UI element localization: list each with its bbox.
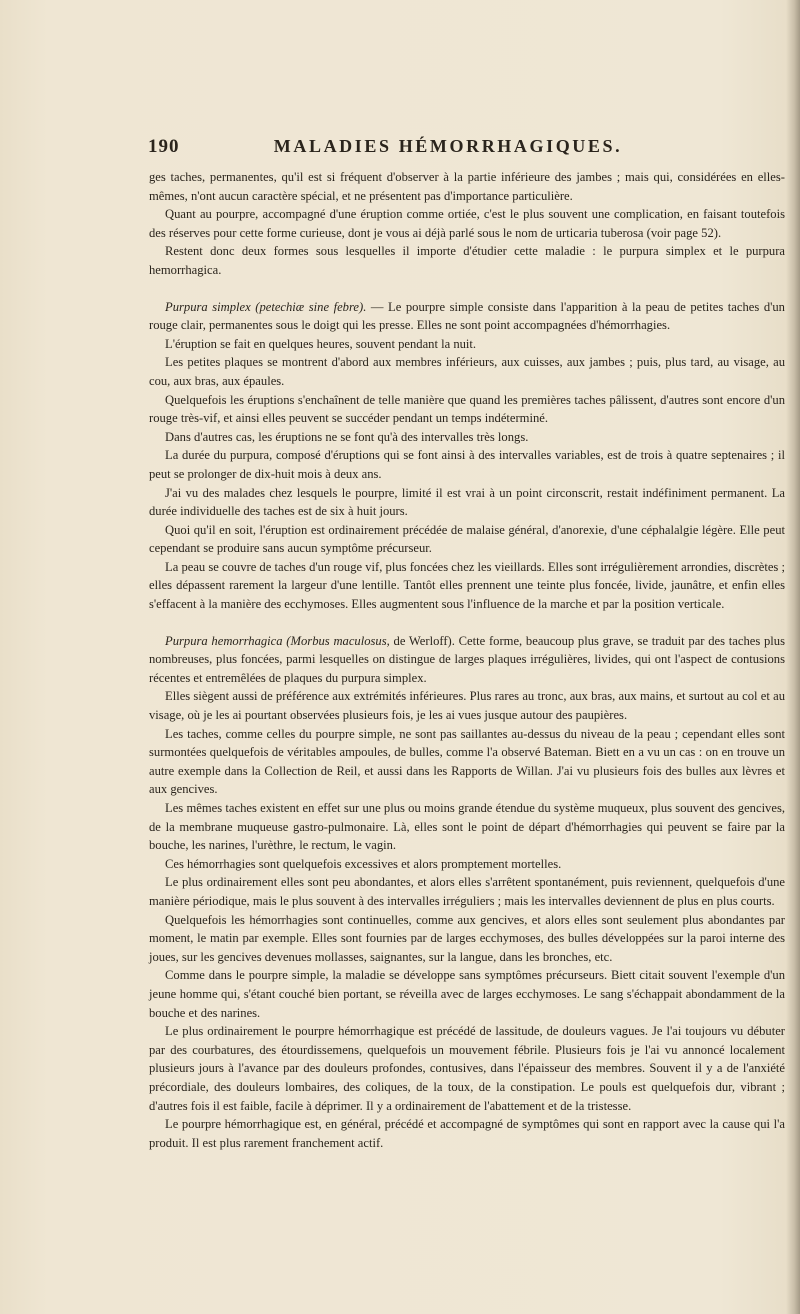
paragraph: Quelquefois les éruptions s'enchaînent de telle manière que quand les premières taches pâlissent, d'autres sont encore d'un rouge très-vif, et ainsi elles peuvent se succéder pendant un temps indéterminé. xyxy=(149,392,785,426)
paragraph: Ces hémorrhagies sont quelquefois excessives et alors promptement mortelles. xyxy=(165,856,562,871)
page-number: 190 xyxy=(148,136,180,157)
paragraph: Le plus ordinairement elles sont peu abondantes, et alors elles s'arrêtent spontanément, puis reviennent, quelquefois d'une manière périodique, mais le plus souvent à des intervalles irréguliers ; mais les intervalles deviennent de plus en plus courts. xyxy=(149,875,785,908)
paragraph: La peau se couvre de taches d'un rouge vif, plus foncées chez les vieillards. Elles sont irrégulièrement arrondies, discrètes ; elles dépassent rarement la largeur d'une lentille. Tantôt elles prennent une teinte plus foncée, livide, jaunâtre, et enfin elles s'effacent à la manière des ecchymoses. Elles augmentent sous l'influence de la marche et par la position verticale. xyxy=(149,559,785,612)
body-text xyxy=(149,168,785,1152)
paragraph: Les taches, comme celles du pourpre simple, ne sont pas saillantes au-dessus du niveau de la peau ; cependant elles sont surmontées quelquefois de véritables ampoules, de bulles, comme l'a observé Bateman. Biett en a vu un cas : on en trouve un autre exemple dans la Collection de Reil, et aussi dans les Rapports de Willan. J'ai vu plusieurs fois des bulles aux lèvres et aux gencives. xyxy=(149,726,785,797)
paragraph: Le pourpre hémorrhagique est, en général, précédé et accompagné de symptômes qui sont en rapport avec la cause qui l'a produit. Il est plus rarement franchement actif. xyxy=(149,1117,785,1150)
section-lead: Purpura hemorrhagica (Morbus maculosus, xyxy=(165,633,390,648)
paragraph: Restent donc deux formes sous lesquelles il importe d'étudier cette maladie : le purpura simplex et le purpura hemorrhagica. xyxy=(149,244,785,277)
paragraph: Comme dans le pourpre simple, la maladie se développe sans symptômes précurseurs. Biett citait souvent l'exemple d'un jeune homme qui, s'étant couché bien portant, se réveilla avec de larges ecchymoses. Le sang s'échappait abondamment de la bouche et des narines. xyxy=(149,968,785,1020)
page-edge-shadow xyxy=(786,0,800,1314)
paragraph: Les petites plaques se montrent d'abord aux membres inférieurs, aux cuisses, aux jambes ; puis, plus tard, au visage, au cou, aux bras, aux épaules. xyxy=(149,355,785,388)
paragraph: Quant au pourpre, accompagné d'une éruption comme ortiée, c'est le plus souvent une complication, en faisant toutefois des réserves pour cette forme curieuse, dont je vous ai déjà parlé sous le nom de urticaria tuberosa (voir page 52). xyxy=(149,207,785,240)
paragraph: J'ai vu des malades chez lesquels le pourpre, limité il est vrai à un point circonscrit, restait indéfiniment permanent. La durée individuelle des taches est de six à huit jours. xyxy=(149,485,785,519)
paragraph: ges taches, permanentes, qu'il est si fréquent d'observer à la partie inférieure des jambes ; mais qui, considérées en elles-mêmes, n'ont aucun caractère spécial, et ne présentent pas d'importance particulière. xyxy=(149,170,785,203)
paragraph: Quelquefois les hémorrhagies sont continuelles, comme aux gencives, et alors elles sont seulement plus abondantes par moment, le matin par exemple. Elles sont fournies par de larges ecchymoses, des bulles développées sur la paroi interne des joues, sur les gencives devenues mollasses, saignantes, sur la langue, dans les bronches, etc. xyxy=(149,912,785,964)
running-title: MALADIES HÉMORRHAGIQUES. xyxy=(273,136,623,156)
paragraph: Quoi qu'il en soit, l'éruption est ordinairement précédée de malaise général, d'anorexie, d'une céphalalgie légère. Elle peut cependant se produire sans aucun symptôme précurseur. xyxy=(149,522,785,556)
paragraph: L'éruption se fait en quelques heures, souvent pendant la nuit. xyxy=(165,336,477,351)
page-header xyxy=(148,136,788,164)
paragraph: Elles siègent aussi de préférence aux extrémités inférieures. Plus rares au tronc, aux bras, aux mains, et surtout au col et au visage, où je les ai pourtant observées plusieurs fois, je les ai vues jusque autour des paupières. xyxy=(149,689,785,723)
paragraph: Purpura hemorrhagica (Morbus maculosus, de Werloff). Cette forme, beaucoup plus grave, se traduit par des taches plus nombreuses, plus foncées, parmi lesquelles on distingue de larges plaques irrégulières, livides, qui ont l'aspect de contusions récentes et entremêlées de plaques du purpura simplex. xyxy=(149,633,785,685)
paragraph: Le plus ordinairement le pourpre hémorrhagique est précédé de lassitude, de douleurs vagues. Je l'ai toujours vu débuter par des courbatures, des étourdissemens, quelquefois un mouvement fébrile. Plusieurs fois je l'ai vu annoncé localement plusieurs jours à l'avance par des douleurs profondes, contusives, dans l'épaisseur des membres. Souvent il y a de l'anxiété précordiale, des douleurs lombaires, des coliques, de la toux, de la constipation. Le pouls est quelquefois dur, vibrant ; d'autres fois il est faible, facile à déprimer. Il y a ordinairement de l'abattement et de la tristesse. xyxy=(149,1024,785,1113)
paragraph: Purpura simplex (petechiæ sine febre). — Le pourpre simple consiste dans l'apparition à la peau de petites taches d'un rouge clair, permanentes sous le doigt qui les presse. Elles ne sont point accompagnées d'hémorrhagies. xyxy=(149,299,785,333)
paragraph: Dans d'autres cas, les éruptions ne se font qu'à des intervalles très longs. xyxy=(165,429,529,444)
section-lead: Purpura simplex (petechiæ sine febre). xyxy=(165,299,367,314)
paragraph: Les mêmes taches existent en effet sur une plus ou moins grande étendue du système muqueux, plus souvent des gencives, de la membrane muqueuse gastro-pulmonaire. Là, elles sont le point de départ d'hémorrhagies qui peuvent se faire par la bouche, les narines, l'urèthre, le rectum, le vagin. xyxy=(149,801,785,853)
paragraph: La durée du purpura, composé d'éruptions qui se font ainsi à des intervalles variables, est de trois à quatre septenaires ; il peut se prolonger de dix-huit mois à deux ans. xyxy=(149,448,785,481)
